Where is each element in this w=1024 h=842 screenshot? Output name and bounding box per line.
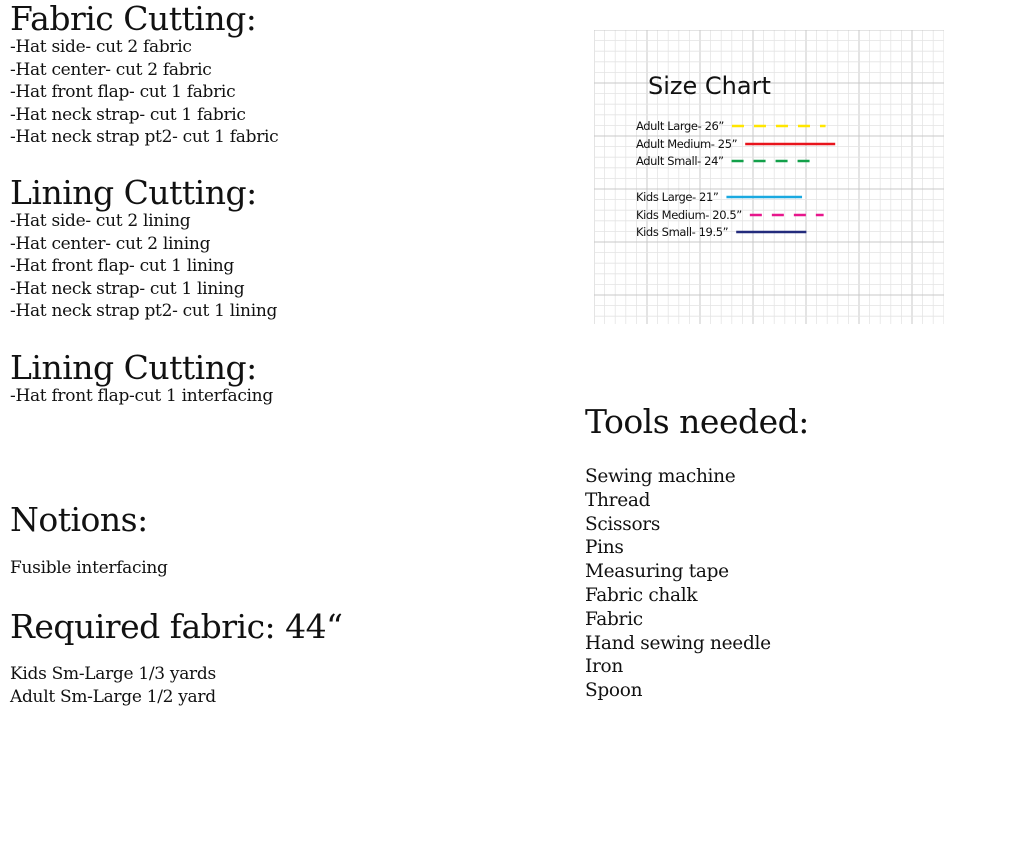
tools-list — [585, 465, 809, 703]
list-item: Fabric — [585, 608, 643, 630]
list-item: -Hat neck strap- cut 1 fabric — [10, 104, 246, 125]
list-item: Fabric chalk — [585, 584, 698, 606]
list-item: -Hat side- cut 2 fabric — [10, 37, 192, 57]
list-item: Measuring tape — [585, 561, 729, 583]
lining-cutting-section — [10, 173, 278, 323]
list-item: Kids Sm-Large 1/3 yards — [10, 664, 216, 684]
list-item: Scissors — [585, 513, 661, 535]
list-item: -Hat neck strap pt2- cut 1 lining — [10, 301, 278, 321]
size-label: Adult Medium- 25” — [636, 137, 738, 151]
interfacing-cutting-heading: Lining Cutting: — [10, 348, 257, 387]
size-label: Adult Large- 26” — [636, 119, 724, 133]
lining-cutting-heading: Lining Cutting: — [10, 173, 257, 212]
tools-section — [585, 402, 809, 703]
list-item: -Hat neck strap- cut 1 lining — [10, 278, 245, 299]
list-item: Thread — [585, 489, 651, 511]
tools-heading: Tools needed: — [585, 402, 809, 441]
interfacing-cutting-section — [10, 348, 273, 408]
list-item: Pins — [585, 537, 624, 559]
list-item: -Hat front flap- cut 1 fabric — [10, 82, 236, 102]
size-label: Kids Medium- 20.5” — [636, 208, 742, 222]
list-item: -Hat center- cut 2 lining — [10, 233, 211, 254]
list-item: Adult Sm-Large 1/2 yard — [10, 686, 216, 707]
size-label: Kids Large- 21” — [636, 190, 719, 204]
list-item: Hand sewing needle — [585, 632, 771, 654]
size-label: Kids Small- 19.5” — [636, 225, 729, 239]
fabric-cutting-section — [10, 2, 278, 149]
list-item: -Hat neck strap pt2- cut 1 fabric — [10, 127, 279, 147]
list-item: -Hat center- cut 2 fabric — [10, 59, 212, 80]
list-item: Fusible interfacing — [10, 558, 168, 578]
fabric-cutting-list — [10, 36, 278, 149]
size-label: Adult Small- 24” — [636, 154, 724, 168]
list-item: Sewing machine — [585, 466, 736, 487]
list-item: Spoon — [585, 680, 643, 702]
chart-title: Size Chart — [648, 72, 771, 100]
size-chart — [594, 30, 944, 324]
fabric-cutting-heading: Fabric Cutting: — [10, 0, 257, 38]
required-fabric-heading: Required fabric: 44“ — [10, 607, 343, 646]
list-item: -Hat side- cut 2 lining — [10, 211, 191, 231]
notions-heading: Notions: — [10, 500, 148, 539]
notions-section — [10, 500, 168, 580]
list-item: -Hat front flap- cut 1 lining — [10, 256, 234, 276]
list-item: Iron — [585, 656, 624, 678]
list-item: -Hat front flap-cut 1 interfacing — [10, 386, 273, 406]
lining-cutting-list — [10, 210, 277, 323]
required-fabric-section — [10, 607, 343, 708]
